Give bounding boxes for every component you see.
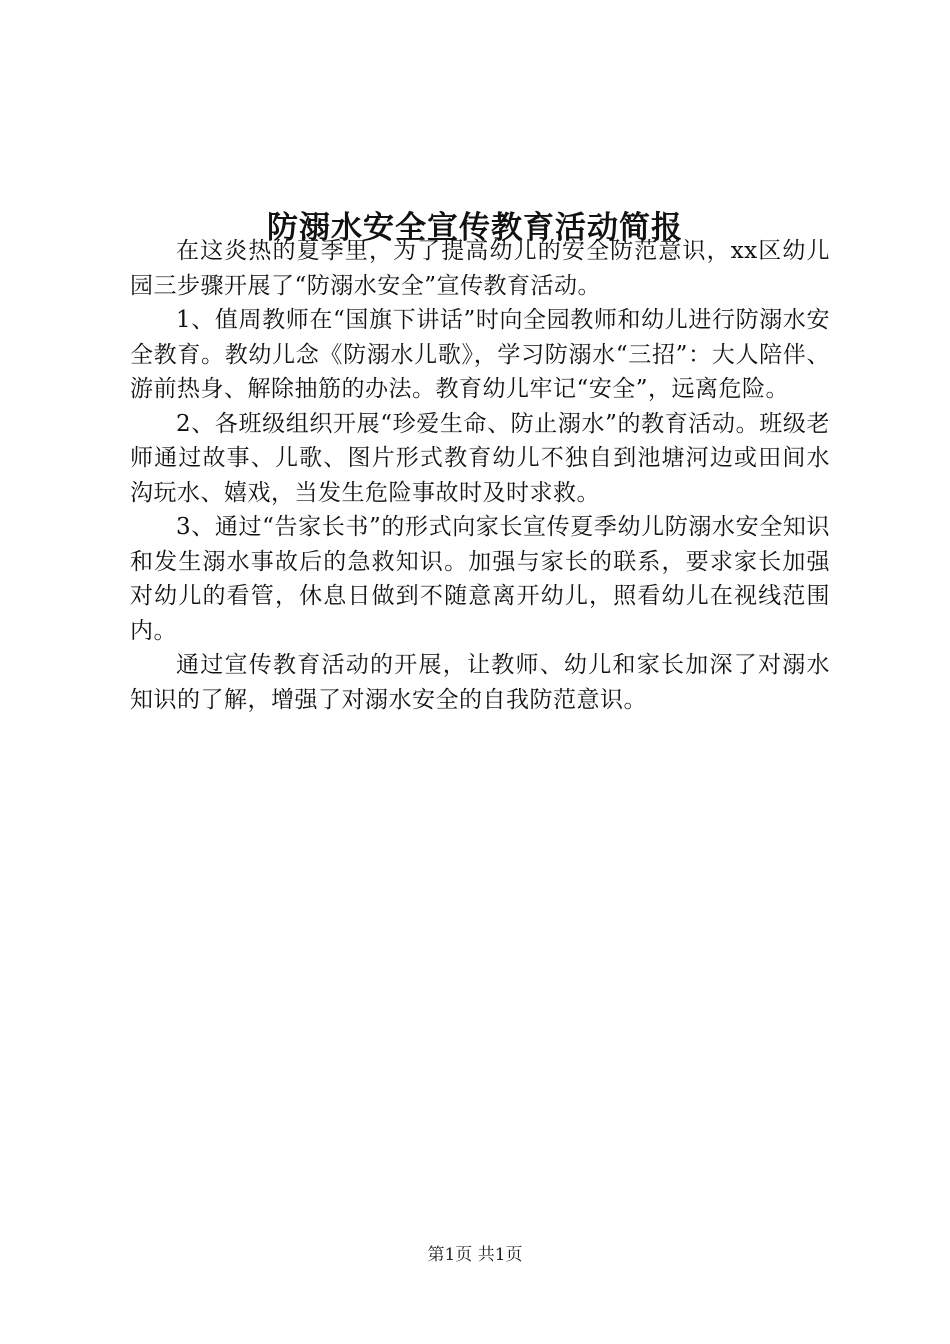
document-title: 防溺水安全宣传教育活动简报 bbox=[267, 209, 683, 246]
document-body bbox=[130, 234, 830, 717]
item-1-paragraph: 1、值周教师在“国旗下讲话”时向全园教师和幼儿进行防溺水安全教育。教幼儿念《防溺水儿歌》，学习防溺水“三招”：大人陪伴、游前热身、解除抽筋的办法。教育幼儿牢记“安全”，远离危险。 bbox=[130, 307, 830, 402]
item-3-paragraph: 3、通过“告家长书”的形式向家长宣传夏季幼儿防溺水安全知识和发生溺水事故后的急救知识。加强与家长的联系，要求家长加强对幼儿的看管，休息日做到不随意离开幼儿，照看幼儿在视线范围内。 bbox=[130, 514, 830, 644]
item-2-paragraph: 2、各班级组织开展“珍爱生命、防止溺水”的教育活动。班级老师通过故事、儿歌、图片形式教育幼儿不独自到池塘河边或田间水沟玩水、嬉戏，当发生危险事故时及时求救。 bbox=[130, 410, 830, 506]
intro-paragraph: 在这炎热的夏季里，为了提高幼儿的安全防范意识，xx区幼儿园三步骤开展了“防溺水安全”宣传教育活动。 bbox=[130, 238, 830, 299]
conclusion-paragraph: 通过宣传教育活动的开展，让教师、幼儿和家长加深了对溺水知识的了解，增强了对溺水安全的自我防范意识。 bbox=[130, 652, 830, 713]
page-footer: 第1页 共1页 bbox=[427, 1245, 523, 1265]
